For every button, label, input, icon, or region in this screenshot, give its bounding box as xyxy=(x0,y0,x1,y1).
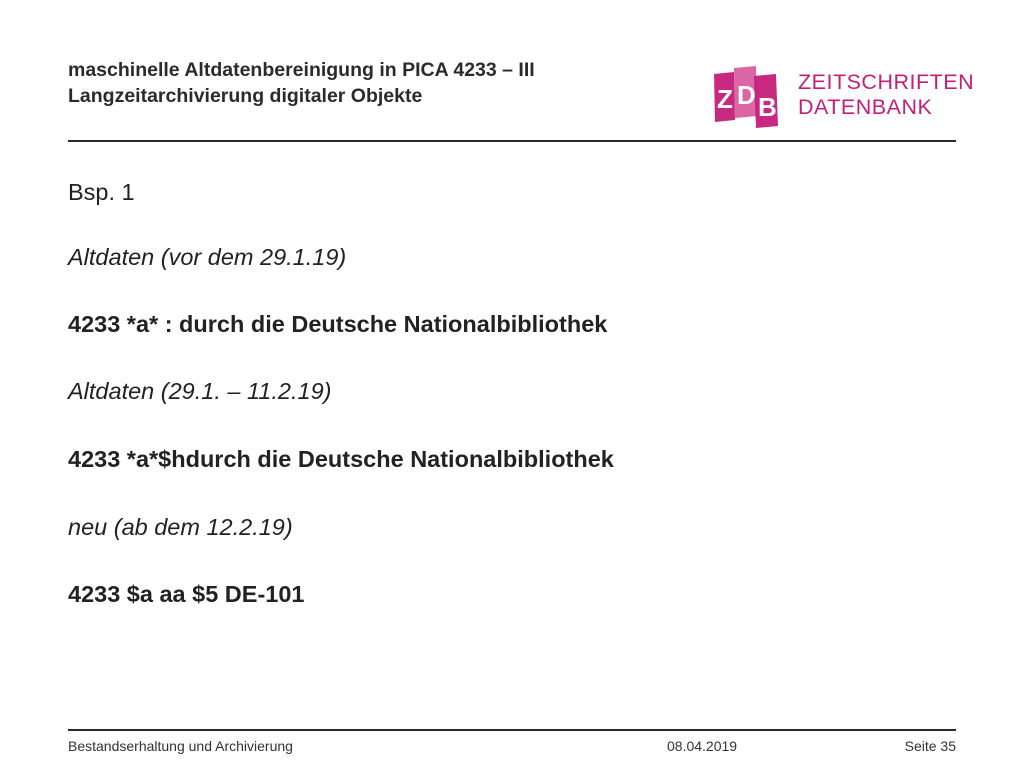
footer-page-number: Seite 35 xyxy=(904,738,956,754)
footer-divider xyxy=(68,729,956,731)
zdb-logo xyxy=(712,66,975,130)
section1-code: 4233 *a* : durch die Deutsche Nationalbibliothek xyxy=(68,311,608,337)
example-label: Bsp. 1 xyxy=(68,179,135,205)
logo-line-1: ZEITSCHRIFTEN xyxy=(798,70,975,94)
title-line-1: maschinelle Altdatenbereinigung in PICA 4233 – III xyxy=(68,59,535,81)
header-divider xyxy=(68,140,956,142)
section2-label: Altdaten (29.1. – 11.2.19) xyxy=(68,378,332,404)
footer-date: 08.04.2019 xyxy=(667,738,738,754)
zdb-logo-wordmark xyxy=(798,70,974,120)
footer-topic: Bestandserhaltung und Archivierung xyxy=(68,738,293,754)
zdb-logo-mark xyxy=(712,66,780,128)
title-line-2: Langzeitarchivierung digitaler Objekte xyxy=(68,85,423,107)
section1-label: Altdaten (vor dem 29.1.19) xyxy=(68,244,347,270)
svg-text:B: B xyxy=(758,92,777,122)
svg-text:Z: Z xyxy=(717,84,733,114)
section2-code: 4233 *a*$hdurch die Deutsche Nationalbibliothek xyxy=(68,446,614,472)
logo-line-2: DATENBANK xyxy=(798,95,933,119)
section3-label: neu (ab dem 12.2.19) xyxy=(68,514,293,540)
section3-code: 4233 $a aa $5 DE-101 xyxy=(68,581,305,607)
svg-text:D: D xyxy=(737,80,756,110)
slide-title xyxy=(68,57,668,109)
